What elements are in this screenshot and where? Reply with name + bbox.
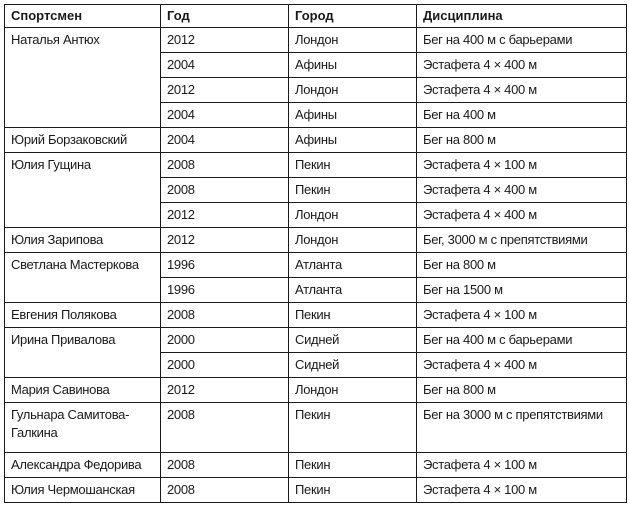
year-cell: 2012 xyxy=(161,228,289,253)
table-row xyxy=(5,228,627,253)
city-cell: Атланта xyxy=(289,253,417,278)
year-cell: 2012 xyxy=(161,28,289,53)
year-cell: 2012 xyxy=(161,78,289,103)
discipline-cell: Бег на 800 м xyxy=(417,378,627,403)
discipline-cell: Эстафета 4 × 400 м xyxy=(417,353,627,378)
table-row xyxy=(5,253,627,278)
athlete-cell: Ирина Привалова xyxy=(5,328,161,378)
athlete-cell: Юрий Борзаковский xyxy=(5,128,161,153)
discipline-cell: Эстафета 4 × 100 м xyxy=(417,153,627,178)
year-cell: 2008 xyxy=(161,478,289,503)
year-cell: 2008 xyxy=(161,453,289,478)
header-year: Год xyxy=(161,5,289,28)
discipline-cell: Бег на 400 м с барьерами xyxy=(417,28,627,53)
table-row xyxy=(5,478,627,503)
discipline-cell: Бег на 400 м с барьерами xyxy=(417,328,627,353)
athlete-cell: Александра Федорива xyxy=(5,453,161,478)
table-row xyxy=(5,328,627,353)
year-cell: 2000 xyxy=(161,328,289,353)
athlete-cell: Светлана Мастеркова xyxy=(5,253,161,303)
athlete-cell: Гульнара Самитова-Галкина xyxy=(5,403,161,453)
table-row xyxy=(5,153,627,178)
discipline-cell: Бег на 800 м xyxy=(417,253,627,278)
city-cell: Пекин xyxy=(289,153,417,178)
city-cell: Афины xyxy=(289,53,417,78)
city-cell: Афины xyxy=(289,103,417,128)
table-row xyxy=(5,303,627,328)
table-row xyxy=(5,403,627,453)
table-row xyxy=(5,128,627,153)
year-cell: 2008 xyxy=(161,153,289,178)
discipline-cell: Бег на 1500 м xyxy=(417,278,627,303)
city-cell: Сидней xyxy=(289,353,417,378)
discipline-cell: Бег на 800 м xyxy=(417,128,627,153)
city-cell: Лондон xyxy=(289,78,417,103)
year-cell: 2000 xyxy=(161,353,289,378)
header-city: Город xyxy=(289,5,417,28)
city-cell: Атланта xyxy=(289,278,417,303)
header-athlete: Спортсмен xyxy=(5,5,161,28)
athlete-cell: Юлия Гущина xyxy=(5,153,161,228)
athlete-cell: Евгения Полякова xyxy=(5,303,161,328)
table-row xyxy=(5,28,627,53)
year-cell: 2008 xyxy=(161,403,289,453)
city-cell: Сидней xyxy=(289,328,417,353)
results-table-container xyxy=(4,4,626,503)
city-cell: Пекин xyxy=(289,478,417,503)
table-row xyxy=(5,378,627,403)
city-cell: Пекин xyxy=(289,178,417,203)
city-cell: Пекин xyxy=(289,403,417,453)
discipline-cell: Эстафета 4 × 400 м xyxy=(417,203,627,228)
athlete-cell: Наталья Антюх xyxy=(5,28,161,128)
athlete-cell: Мария Савинова xyxy=(5,378,161,403)
discipline-cell: Эстафета 4 × 400 м xyxy=(417,53,627,78)
city-cell: Лондон xyxy=(289,203,417,228)
discipline-cell: Эстафета 4 × 100 м xyxy=(417,303,627,328)
discipline-cell: Бег на 3000 м с препятствиями xyxy=(417,403,627,453)
table-header-row xyxy=(5,5,627,28)
year-cell: 2012 xyxy=(161,203,289,228)
city-cell: Лондон xyxy=(289,228,417,253)
year-cell: 2004 xyxy=(161,103,289,128)
discipline-cell: Эстафета 4 × 400 м xyxy=(417,178,627,203)
discipline-cell: Эстафета 4 × 100 м xyxy=(417,478,627,503)
city-cell: Афины xyxy=(289,128,417,153)
year-cell: 1996 xyxy=(161,278,289,303)
discipline-cell: Эстафета 4 × 100 м xyxy=(417,453,627,478)
table-row xyxy=(5,453,627,478)
city-cell: Лондон xyxy=(289,378,417,403)
athlete-cell: Юлия Зарипова xyxy=(5,228,161,253)
results-table xyxy=(4,4,627,503)
discipline-cell: Эстафета 4 × 400 м xyxy=(417,78,627,103)
year-cell: 1996 xyxy=(161,253,289,278)
year-cell: 2004 xyxy=(161,128,289,153)
header-discipline: Дисциплина xyxy=(417,5,627,28)
year-cell: 2004 xyxy=(161,53,289,78)
year-cell: 2012 xyxy=(161,378,289,403)
table-body xyxy=(5,28,627,503)
city-cell: Пекин xyxy=(289,453,417,478)
discipline-cell: Бег на 400 м xyxy=(417,103,627,128)
city-cell: Лондон xyxy=(289,28,417,53)
athlete-cell: Юлия Чермошанская xyxy=(5,478,161,503)
discipline-cell: Бег, 3000 м с препятствиями xyxy=(417,228,627,253)
year-cell: 2008 xyxy=(161,303,289,328)
year-cell: 2008 xyxy=(161,178,289,203)
city-cell: Пекин xyxy=(289,303,417,328)
